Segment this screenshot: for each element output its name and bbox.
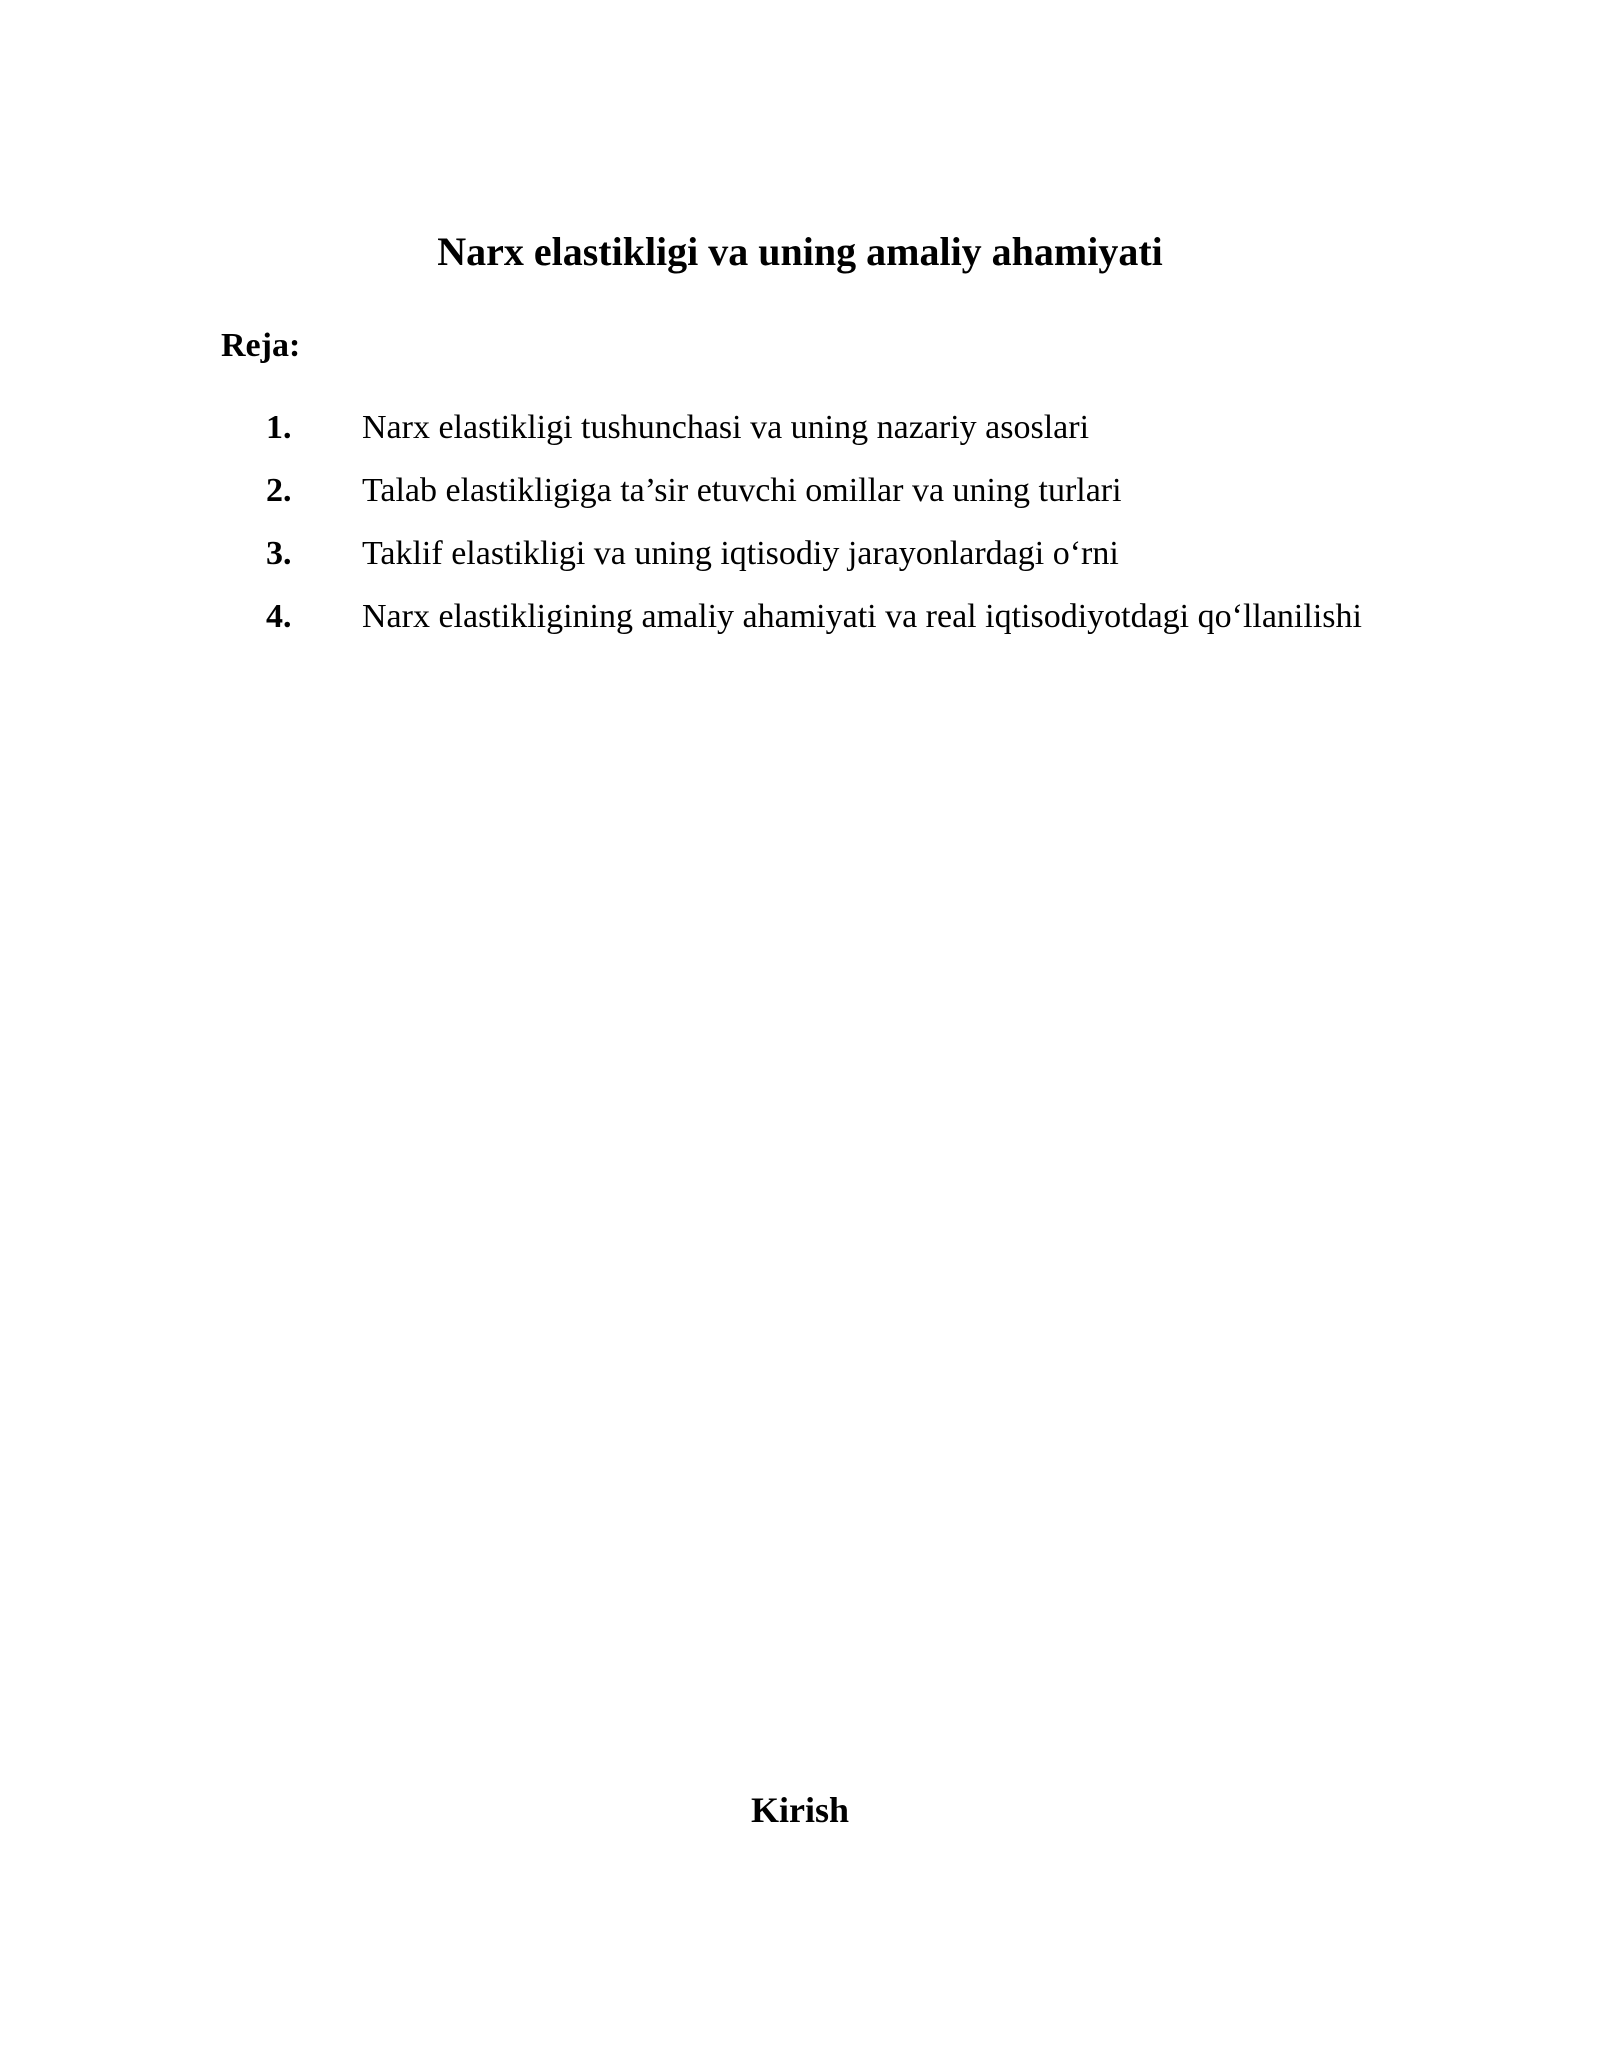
plan-item-2	[0, 470, 1600, 533]
section-heading-introduction: Kirish	[750, 1790, 849, 1830]
plan-heading: Reja:	[221, 327, 301, 364]
plan-item-text: Taklif elastikligi va uning iqtisodiy jarayonlardagi o‘rni	[362, 535, 1119, 572]
plan-item-4	[0, 596, 1600, 659]
plan-item-text: Talab elastikligiga ta’sir etuvchi omillar va uning turlari	[362, 472, 1122, 509]
plan-item-number: 3.	[266, 535, 292, 572]
plan-item-3	[0, 533, 1600, 596]
document-title: Narx elastikligi va uning amaliy ahamiyati	[437, 229, 1163, 274]
plan-item-text: Narx elastikligi tushunchasi va uning nazariy asoslari	[362, 409, 1090, 446]
plan-list	[0, 407, 1600, 659]
plan-item-1	[0, 407, 1600, 470]
plan-item-number: 1.	[266, 409, 292, 446]
plan-item-text: Narx elastikligining amaliy ahamiyati va real iqtisodiyotdagi qo‘llanilishi	[362, 598, 1362, 635]
plan-item-number: 4.	[266, 598, 292, 635]
plan-item-number: 2.	[266, 472, 292, 509]
